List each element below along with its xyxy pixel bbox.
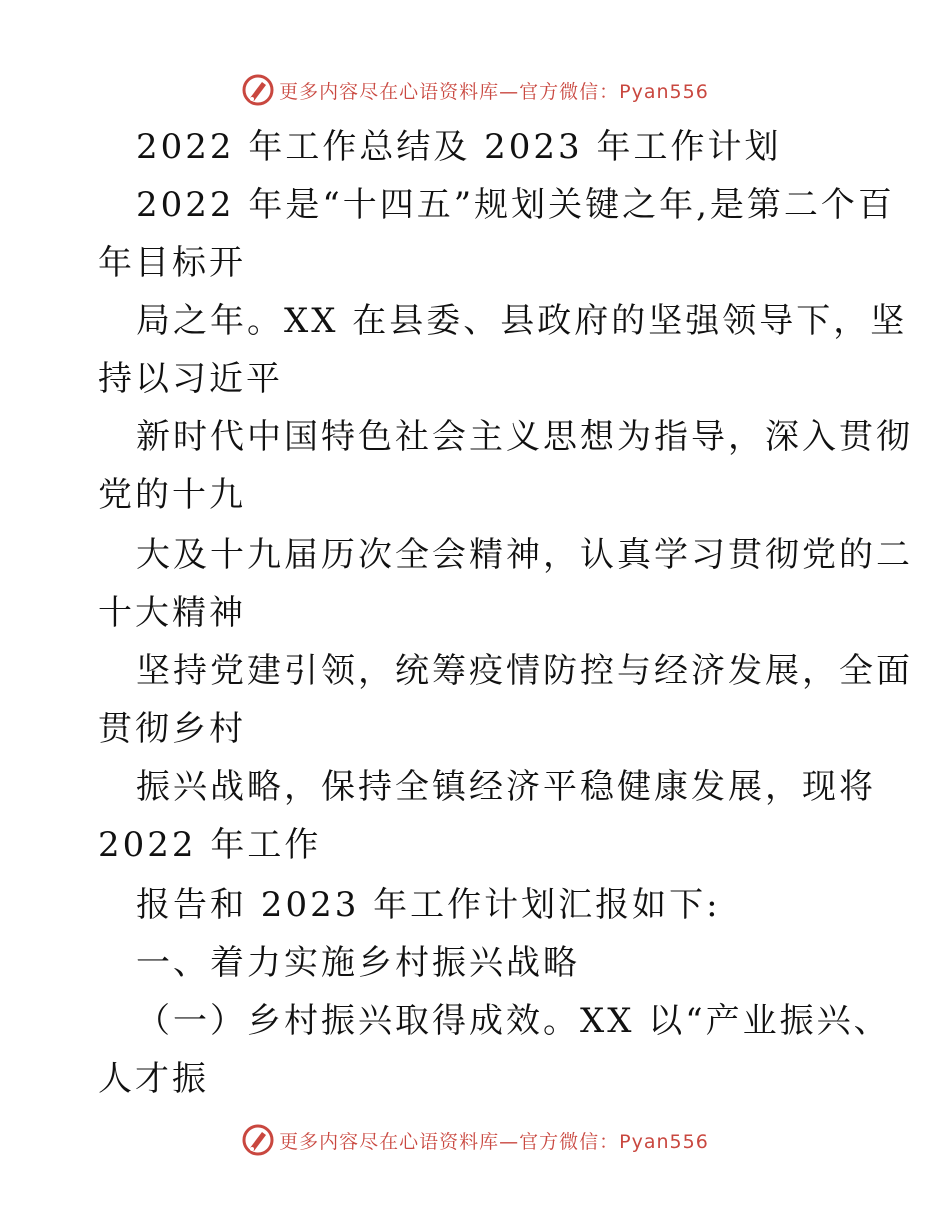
subsection-heading: （一）乡村振兴取得成效。XX 以“产业振兴、 (136, 1001, 891, 1041)
text-line: 十大精神 (98, 593, 246, 633)
text-line: 2022 年是“十四五”规划关键之年,是第二个百 (136, 185, 895, 225)
pen-seal-icon (241, 1123, 275, 1157)
document-title: 2022 年工作总结及 2023 年工作计划 (136, 127, 782, 167)
text-line: 报告和 2023 年工作计划汇报如下: (136, 885, 721, 925)
text-line: 局之年。XX 在县委、县政府的坚强领导下，坚 (136, 301, 908, 341)
watermark-text: 更多内容尽在心语资料库—官方微信：Pyan556 (279, 1130, 709, 1153)
section-heading: 一、着力实施乡村振兴战略 (136, 943, 580, 983)
text-line: 新时代中国特色社会主义思想为指导，深入贯彻 (136, 417, 913, 457)
text-line: 坚持党建引领，统筹疫情防控与经济发展，全面 (136, 651, 913, 691)
text-line: 持以习近平 (98, 359, 283, 399)
text-line: 人才振 (98, 1059, 209, 1099)
text-line: 贯彻乡村 (98, 709, 246, 749)
text-line: 年目标开 (98, 243, 246, 283)
footer-watermark (0, 1120, 950, 1160)
text-line: 2022 年工作 (98, 825, 322, 865)
text-line: 党的十九 (98, 475, 246, 515)
text-line: 大及十九届历次全会精神，认真学习贯彻党的二 (136, 535, 913, 575)
watermark-text: 更多内容尽在心语资料库—官方微信：Pyan556 (279, 80, 709, 103)
text-line: 振兴战略，保持全镇经济平稳健康发展，现将 (136, 767, 876, 807)
